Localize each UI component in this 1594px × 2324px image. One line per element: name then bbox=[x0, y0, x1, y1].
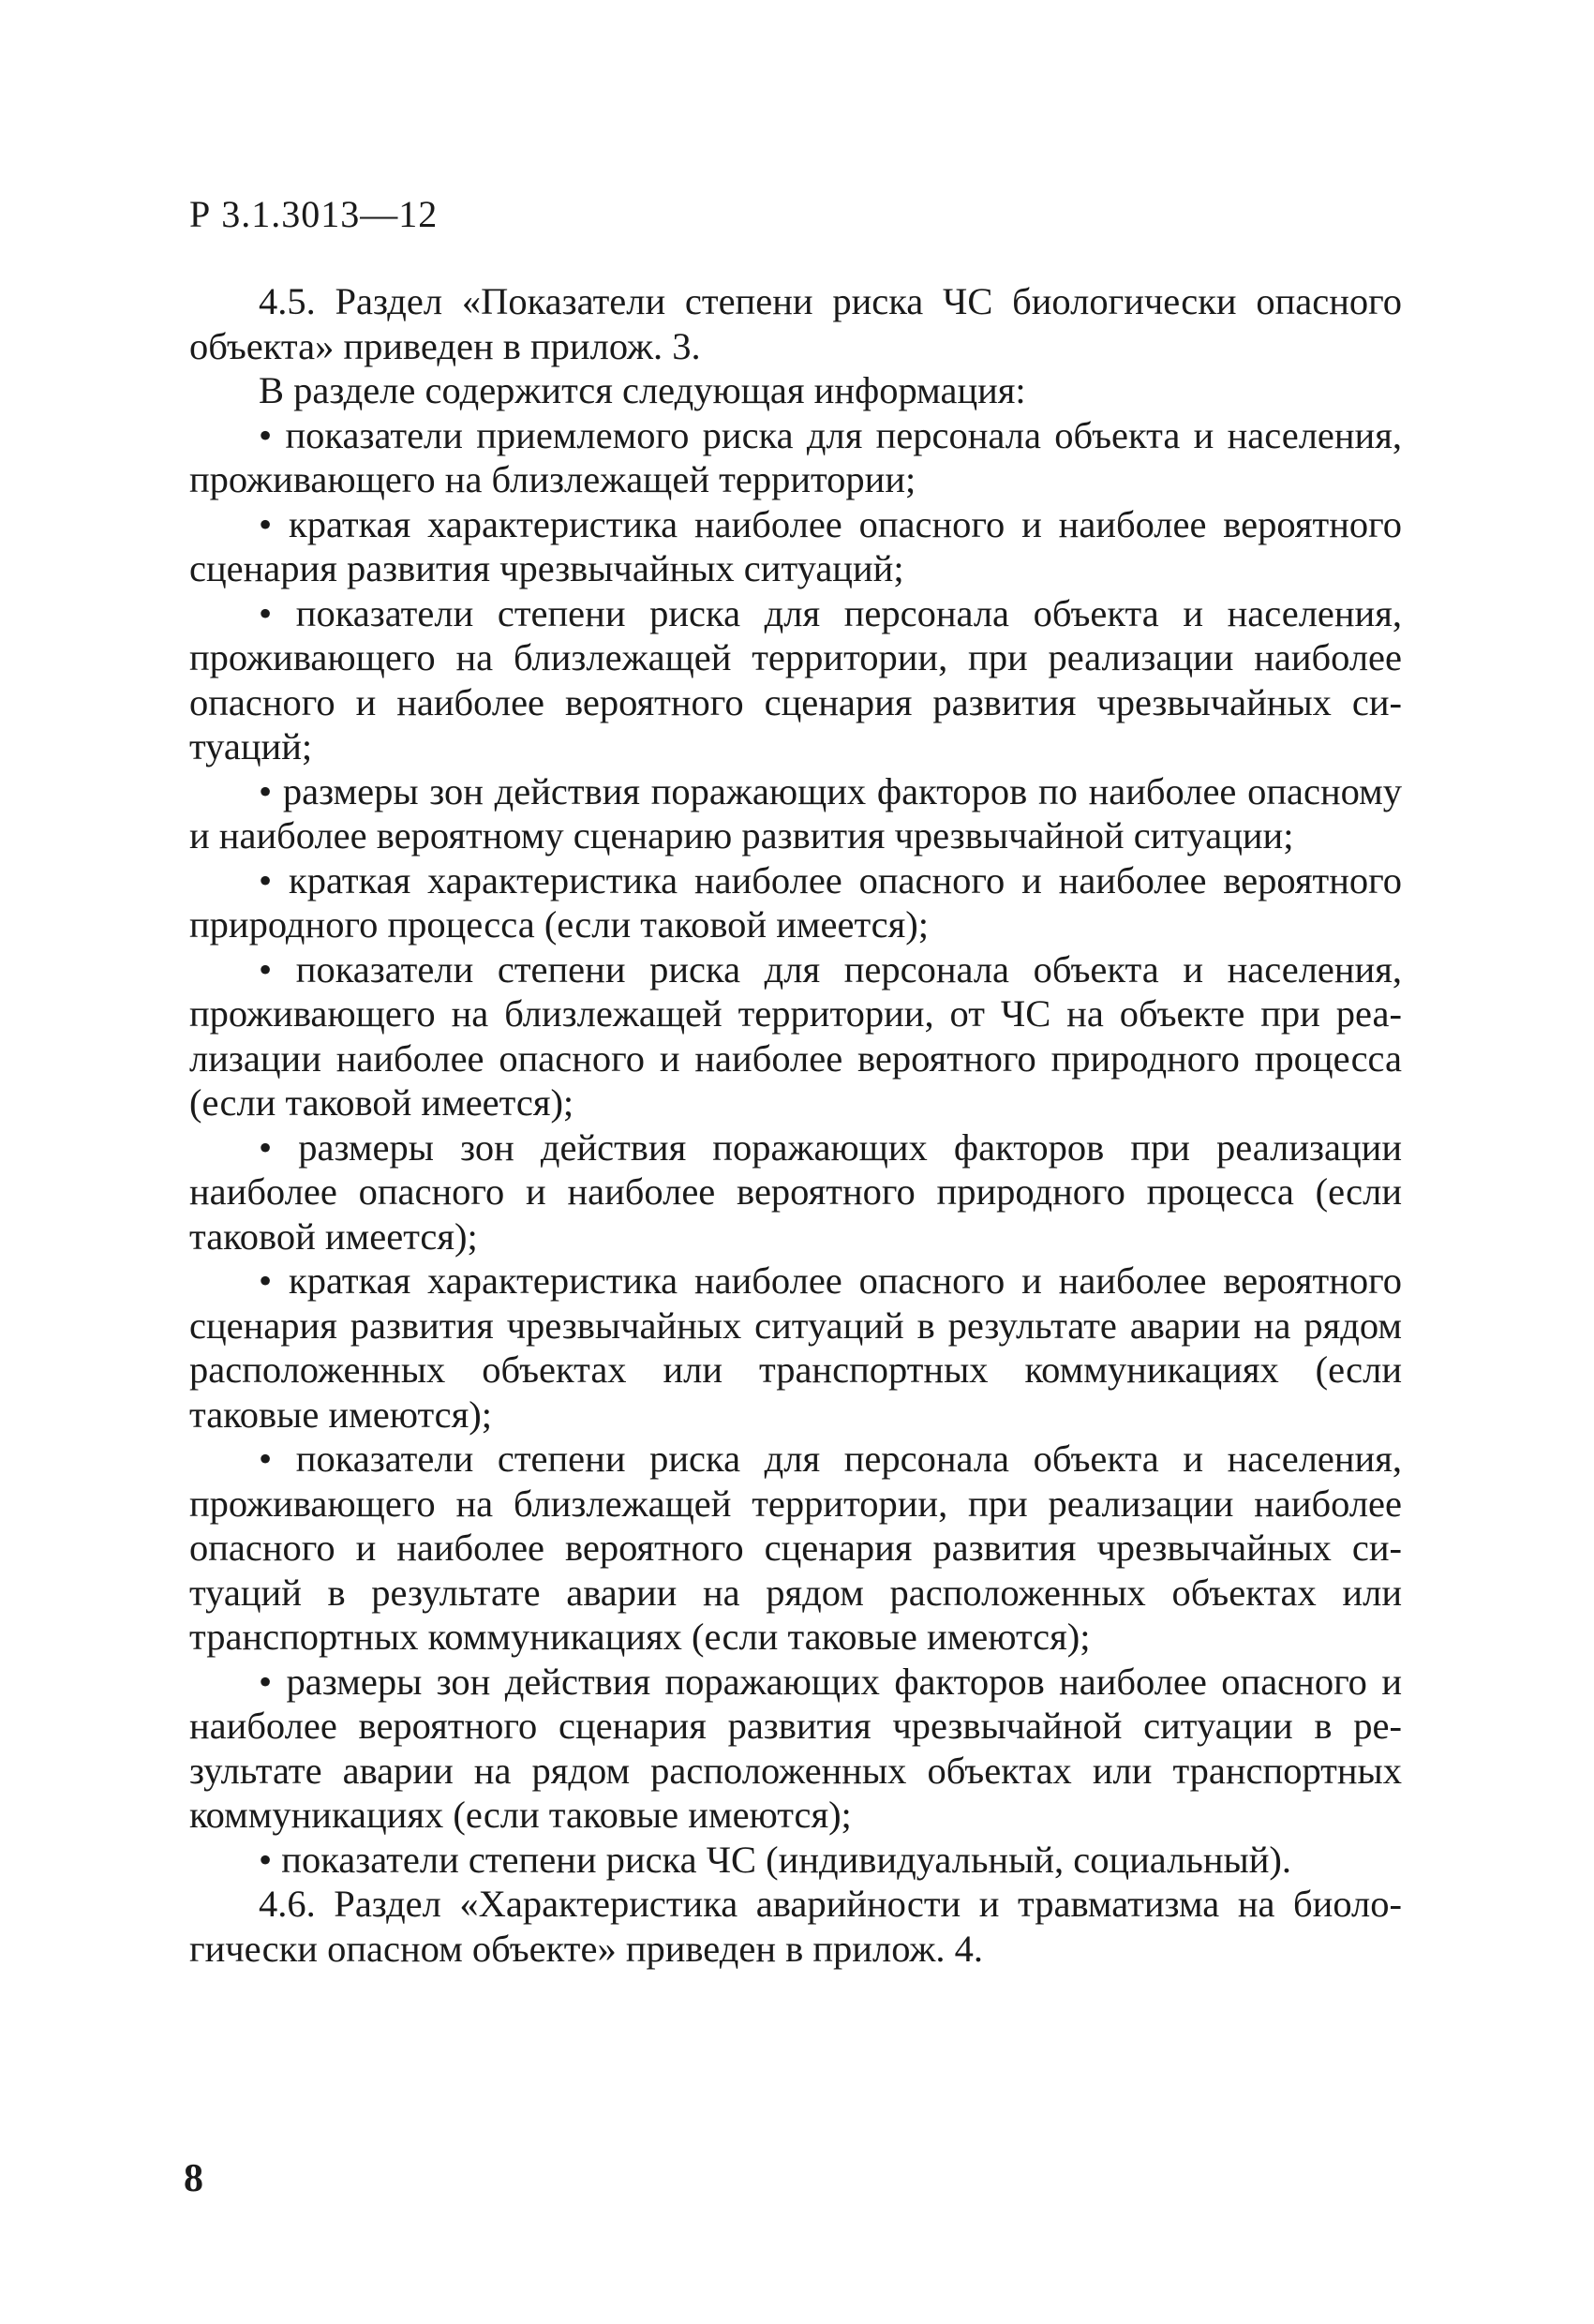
list-item: • краткая характеристика наиболее опасного и наиболее вероятного сценария развития чрезвычайных ситуаций в результате аварии на рядом расположенных объектах или транспортных коммуникациях (если таковые имеются); bbox=[189, 1259, 1402, 1436]
list-item: • размеры зон действия поражающих факторов наиболее опасного и наиболее вероятного сценария развития чрезвычайной ситуации в результате аварии на рядом расположенных объектах или транспортных коммуникациях (если таковые имеются); bbox=[189, 1660, 1402, 1836]
list-item: • размеры зон действия поражающих факторов при реализации наиболее опасного и наиболее вероятного природного процесса (если таковой имеется); bbox=[189, 1125, 1402, 1258]
paragraph-intro: В разделе содержится следующая информация: bbox=[259, 369, 1026, 411]
list-item: • показатели приемлемого риска для персонала объекта и населения, проживающего на близлежащей территории; bbox=[189, 413, 1402, 500]
paragraph-section-4-5: 4.5. Раздел «Показатели степени риска ЧС биологически опасного объекта» приведен в прилож. 3. bbox=[189, 280, 1402, 367]
list-item: • показатели степени риска ЧС (индивидуальный, социальный). bbox=[259, 1838, 1291, 1881]
list-item: • показатели степени риска для персонала объекта и населения, проживающего на близлежащей территории, от ЧС на объекте при реализации наиболее опасного и наиболее вероятного природного процесса (если таковой имеется); bbox=[189, 947, 1402, 1124]
document-code-header: Р 3.1.3013—12 bbox=[189, 193, 439, 235]
list-item: • краткая характеристика наиболее опасного и наиболее вероятного природного процесса (если таковой имеется); bbox=[189, 858, 1402, 946]
page-number: 8 bbox=[184, 2157, 203, 2200]
list-item: • размеры зон действия поражающих факторов по наиболее опасному и наиболее вероятному сценарию развития чрезвычайной ситуации; bbox=[189, 769, 1402, 857]
list-item: • показатели степени риска для персонала объекта и населения, проживающего на близлежащей территории, при реализации наиболее опасного и наиболее вероятного сценария развития чрезвычайных ситуаций; bbox=[189, 591, 1402, 767]
paragraph-section-4-6: 4.6. Раздел «Характеристика аварийности и травматизма на биологически опасном объекте» приведен в прилож. 4. bbox=[189, 1883, 1402, 1970]
list-item: • краткая характеристика наиболее опасного и наиболее вероятного сценария развития чрезвычайных ситуаций; bbox=[189, 502, 1402, 589]
list-item: • показатели степени риска для персонала объекта и населения, проживающего на близлежащей территории, при реализации наиболее опасного и наиболее вероятного сценария развития чрезвычайных ситуаций в результате аварии на рядом расположенных объектах или транспортных коммуникациях (если таковые имеются); bbox=[189, 1438, 1402, 1658]
body-text bbox=[189, 279, 1402, 1971]
